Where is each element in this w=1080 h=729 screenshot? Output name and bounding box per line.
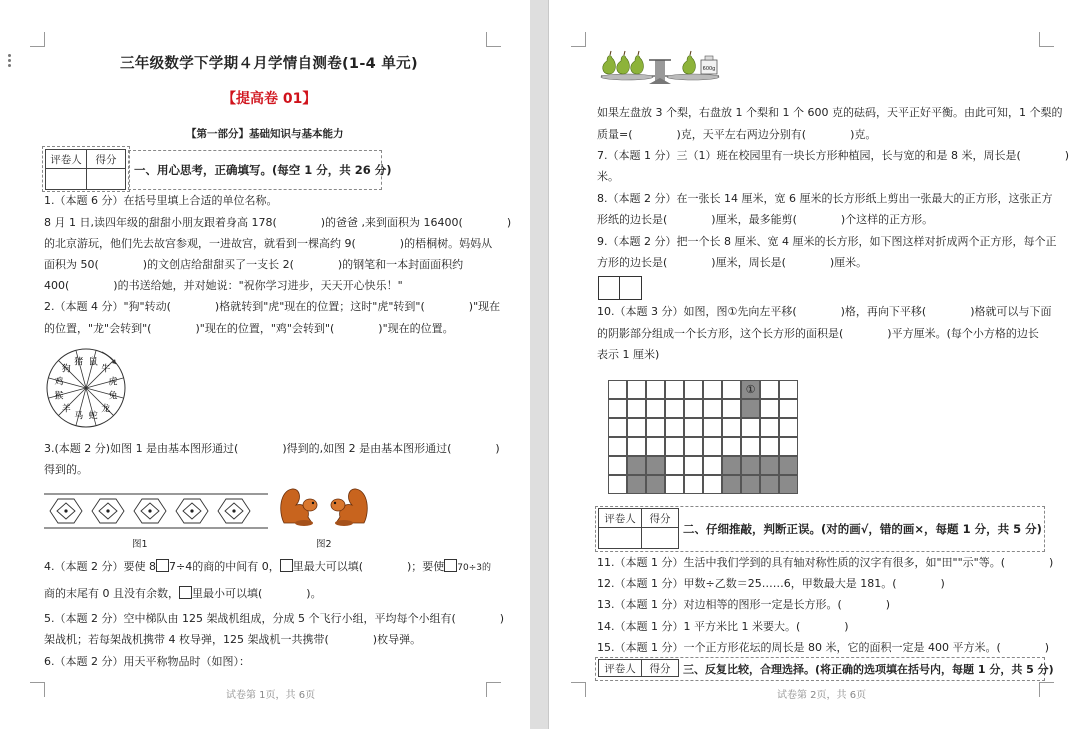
grid-cell [608,399,627,418]
figure-2-label: 图2 [316,539,332,550]
zodiac-label: 鼠 [88,357,98,368]
part-heading: 【第一部分】基础知识与基本能力 [186,128,344,140]
q4-text: 里最小可以填( )。 [192,587,322,600]
q4-line-2 [44,586,322,601]
zodiac-label: 马 [74,411,84,422]
pattern-dot [64,509,67,512]
squirrel-icon [331,489,367,526]
q1-line: 1.（本题 6 分）在括号里填上合适的单位名称。 [44,194,278,207]
zodiac-label: 狗 [61,364,71,375]
grid-cell [684,399,703,418]
crop-mark [571,32,586,47]
grid-cell [779,399,798,418]
pear-icon [617,51,630,74]
crop-mark [486,32,501,47]
q5-line: 架战机；若每架战机携带 4 枚导弹，125 架战机一共携带( )枚导弹。 [44,633,422,646]
q5-line: 5.（本题 2 分）空中梯队由 125 架战机组成，分成 5 个飞行小组，平均每个小组有( ) [44,612,505,625]
grid-cell [703,456,722,475]
q7-line: 7.（本题 1 分）三（1）班在校园里有一块长方形种植园，长与宽的和是 8 米，周长是( ) [597,149,1070,162]
grid-cell [646,399,665,418]
q13-line: 13.（本题 1 分）对边相等的图形一定是长方形。( ) [597,598,891,611]
score-box [598,659,679,677]
q10-line: 的阴影部分组成一个长方形，这个长方形的面积是( )平方厘米。(每个小方格的边长 [597,327,1039,340]
grid-cell [760,418,779,437]
figure-2-squirrels [278,483,370,529]
paper-subtitle: 【提高卷 01】 [222,91,317,107]
q14-line: 14.（本题 1 分）1 平方米比 1 米要大。( ) [597,620,849,633]
q6-continued: 如果左盘放 3 个梨，右盘放 1 个梨和 1 个 600 克的砝码，天平正好平衡。由此可知，1 个梨的 [597,106,1063,119]
q7-line: 米。 [597,170,619,183]
page-footer: 试卷第 1页，共 6页 [226,690,316,701]
grid-cell [684,418,703,437]
zodiac-label: 龙 [101,404,111,415]
q9-line: 9.（本题 2 分）把一个长 8 厘米、宽 4 厘米的长方形，如下图这样对折成两个正方形，每个正 [597,235,1057,248]
grid-cell [608,380,627,399]
crop-mark [30,32,45,47]
grid-cell [684,380,703,399]
grid-cell [646,437,665,456]
pear-icon [683,51,696,74]
grid-cell [741,437,760,456]
q1-line: 面积为 50( )的文创店给甜甜买了一支长 2( )的钢笔和一本封面面积约 [44,258,464,271]
shaded-cell [760,456,779,475]
shaded-cell [646,475,665,494]
shaded-cell [779,456,798,475]
zodiac-label: 猪 [74,357,84,368]
q6-line: 6.（本题 2 分）用天平称物品时（如图）： [44,655,250,668]
figure-1-pattern [42,490,270,532]
grid-cell [608,475,627,494]
grid-cell [627,399,646,418]
shaded-cell [741,399,760,418]
shaded-cell [722,475,741,494]
grid-cell [760,380,779,399]
grader-label: 评卷人 [46,150,87,169]
grid-cell [627,437,646,456]
grader-label: 评卷人 [599,660,642,677]
shaded-cell [760,475,779,494]
shaded-cell [646,456,665,475]
grid-cell [646,380,665,399]
score-cell[interactable] [87,169,126,190]
folded-rectangle-figure [598,276,642,300]
zodiac-label: 虎 [108,377,118,388]
grid-cell [608,456,627,475]
zodiac-wheel [42,344,130,432]
pattern-dot [148,509,151,512]
q6-continued: 质量=( )克，天平左右两边分别有( )克。 [597,128,877,141]
q1-line: 8 月 1 日,读四年级的甜甜小朋友跟着身高 178( )的爸爸 ,来到面积为 16400( ) [44,216,512,229]
grid-cell [703,399,722,418]
grid-cell [760,399,779,418]
score-box [598,508,679,549]
blank-box[interactable] [179,586,192,599]
grid-cell [665,437,684,456]
crop-mark [1039,682,1054,697]
crop-mark [486,682,501,697]
document-page-2 [548,0,1080,729]
grid-cell [665,380,684,399]
grid-cell [608,437,627,456]
score-label: 得分 [642,660,679,677]
section-2-heading: 二、仔细推敲，判断正误。(对的画√，错的画×，每题 1 分，共 5 分) [683,522,1042,536]
grid-cell [684,437,703,456]
grid-cell [665,418,684,437]
fold-line [619,277,620,299]
q8-line: 形纸的边长是( )厘米，最多能剪( )个这样的正方形。 [597,213,934,226]
grid-cell [722,418,741,437]
pear-icon [631,51,644,74]
blank-box[interactable] [280,559,293,572]
grid-cell [722,437,741,456]
q3-line: 3.(本题 2 分)如图 1 是由基本图形通过( )得到的,如图 2 是由基本图形通过( ) [44,442,500,455]
shaded-cell [627,475,646,494]
balance-scale-image [597,46,723,86]
section-1-heading: 一、用心思考，正确填写。(每空 1 分，共 26 分) [134,163,392,177]
q12-line: 12.（本题 1 分）甲数÷乙数＝25……6，甲数最大是 181。( ) [597,577,945,590]
grid-cell [703,437,722,456]
grid-cell [779,380,798,399]
page-footer: 试卷第 2页，共 6页 [777,690,867,701]
grid-cell [684,456,703,475]
grid-cell [684,475,703,494]
blank-box[interactable] [444,559,457,572]
grid-cell [779,418,798,437]
grid-cell [703,380,722,399]
page-title: 三年级数学下学期４月学情自测卷(1-4 单元) [120,56,418,72]
zodiac-label: 猴 [54,391,64,402]
zodiac-label: 兔 [108,391,118,402]
grid-cell [646,418,665,437]
grader-cell[interactable] [599,528,642,549]
zodiac-label: 鸡 [54,377,64,388]
crop-mark [571,682,586,697]
shaded-cell [779,475,798,494]
score-cell[interactable] [642,528,679,549]
grid-cell [741,418,760,437]
q10-line: 10.（本题 3 分）如图，图①先向左平移( )格，再向下平移( )格就可以与下面 [597,305,1052,318]
q4-text: 7÷4的商的中间有 0， [168,560,280,573]
grid-cell [779,437,798,456]
translation-grid [608,380,800,496]
document-page-1 [0,0,530,729]
section-3-heading: 三、反复比较，合理选择。(将正确的选项填在括号内，每题 1 分，共 5 分) [683,663,1054,676]
score-label: 得分 [87,150,126,169]
grader-cell[interactable] [46,169,87,190]
drag-handle-icon[interactable] [8,52,20,69]
q15-line: 15.（本题 1 分）一个正方形花坛的周长是 80 米，它的面积一定是 400 平方米。( ) [597,641,1050,654]
grid-cell [608,418,627,437]
pear-icon [603,51,616,74]
q9-line: 方形的边长是( )厘米，周长是( )厘米。 [597,256,868,269]
q4-text: 里最大可以填( )；要使 [292,560,445,573]
grid-cell [627,418,646,437]
grid-cell [665,456,684,475]
grid-cell [760,437,779,456]
q4-text: 商的末尾有 0 且没有余数， [44,587,179,600]
zodiac-label: 蛇 [88,411,98,422]
q3-line: 得到的。 [44,463,88,476]
grid-cell [665,399,684,418]
grid-cell [703,418,722,437]
q1-line: 的北京游玩，他们先去故宫参观，一进故宫，就看到一棵高约 9( )的梧桐树。妈妈从 [44,237,493,250]
crop-mark [30,682,45,697]
zodiac-label: 牛 [101,364,111,375]
shaded-cell [741,456,760,475]
grader-label: 评卷人 [599,509,642,528]
q8-line: 8.（本题 2 分）在一张长 14 厘米，宽 6 厘米的长方形纸上剪出一张最大的正方形，这张正方 [597,192,1053,205]
blank-box[interactable] [156,559,169,572]
shaded-cell [741,475,760,494]
grid-cell [722,380,741,399]
grid-cell [665,475,684,494]
crop-mark [1039,32,1054,47]
shaded-cell [722,456,741,475]
zodiac-label: 羊 [61,404,71,415]
grid-cell [703,475,722,494]
score-label: 得分 [642,509,679,528]
q10-line: 表示 1 厘米) [597,348,660,361]
q2-line: 2.（本题 4 分）"狗"转动( )格就转到"虎"现在的位置；这时"虎"转到"( )"现在 [44,300,501,313]
grid-cell [627,380,646,399]
pattern-dot [190,509,193,512]
q11-line: 11.（本题 1 分）生活中我们学到的具有轴对称性质的汉字有很多，如"田""示"等。( ) [597,556,1054,569]
q2-line: 的位置，"龙"会转到"( )"现在的位置，"鸡"会转到"( )"现在的位置。 [44,322,454,335]
figure-1-label: 图1 [132,539,148,550]
q4-line-1 [44,559,491,575]
shaded-cell [627,456,646,475]
q4-text: 70÷3的 [457,563,492,573]
grid-cell [722,399,741,418]
figure-1-cell: ① [741,380,760,399]
squirrel-icon [281,489,317,526]
score-box [42,146,130,192]
pattern-dot [232,509,235,512]
weight-label: 600g [702,66,716,72]
q1-line: 400( )的书送给她，并对她说："祝你学习进步，天天开心快乐！" [44,279,403,292]
pattern-dot [106,509,109,512]
q4-text: 4.（本题 2 分）要使 8 [44,560,156,573]
